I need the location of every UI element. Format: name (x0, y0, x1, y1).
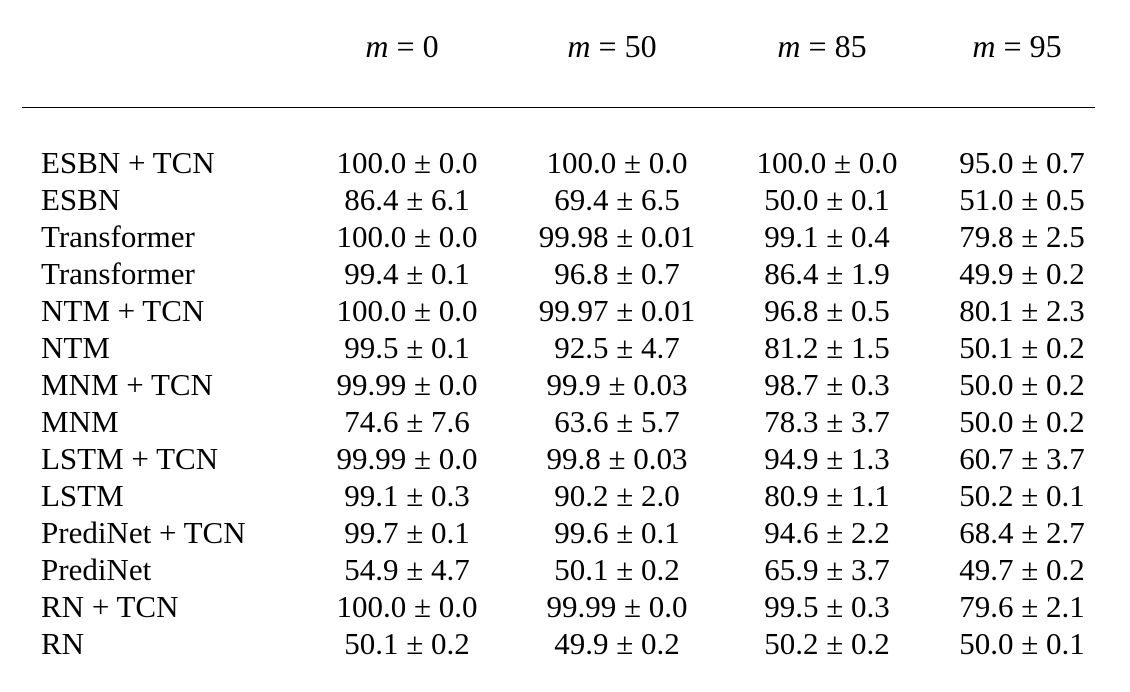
value-cell: 51.0 ± 0.5 (959, 182, 1085, 217)
value-cell: 50.1 ± 0.2 (344, 626, 470, 661)
value-cell: 60.7 ± 3.7 (959, 441, 1085, 476)
value-cell: 94.6 ± 2.2 (764, 515, 890, 550)
value-cell: 63.6 ± 5.7 (554, 404, 680, 439)
value-cell: 79.8 ± 2.5 (959, 219, 1085, 254)
value-cell: 50.0 ± 0.1 (764, 182, 890, 217)
header-var: m (777, 28, 801, 64)
value-cell: 90.2 ± 2.0 (554, 478, 680, 513)
header-m-0 (302, 28, 502, 65)
value-cell: 99.4 ± 0.1 (344, 256, 470, 291)
table-row (22, 440, 1095, 477)
value-cell: 50.0 ± 0.1 (959, 626, 1085, 661)
table-row (22, 255, 1095, 292)
model-name: LSTM + TCN (41, 441, 219, 476)
model-name: LSTM (41, 478, 124, 513)
table-row (22, 403, 1095, 440)
model-name: ESBN + TCN (41, 145, 215, 180)
value-cell: 95.0 ± 0.7 (959, 145, 1085, 180)
value-cell: 54.9 ± 4.7 (344, 552, 470, 587)
value-cell: 99.98 ± 0.01 (538, 219, 696, 254)
value-cell: 50.2 ± 0.1 (959, 478, 1085, 513)
table-row (22, 181, 1095, 218)
value-cell: 50.0 ± 0.2 (959, 404, 1085, 439)
table-header-row (22, 28, 1095, 78)
value-cell: 49.9 ± 0.2 (554, 626, 680, 661)
value-cell: 50.0 ± 0.2 (959, 367, 1085, 402)
table-row (22, 551, 1095, 588)
value-cell: 80.9 ± 1.1 (764, 478, 890, 513)
value-cell: 100.0 ± 0.0 (336, 293, 478, 328)
model-name: MNM (41, 404, 119, 439)
header-var: m (567, 28, 591, 64)
model-name: RN + TCN (41, 589, 179, 624)
value-cell: 96.8 ± 0.5 (764, 293, 890, 328)
value-cell: 99.7 ± 0.1 (344, 515, 470, 550)
model-name: ESBN (41, 182, 121, 217)
value-cell: 99.99 ± 0.0 (546, 589, 688, 624)
header-rel: = 85 (808, 28, 867, 64)
value-cell: 49.7 ± 0.2 (959, 552, 1085, 587)
header-rel: = 95 (1003, 28, 1062, 64)
header-var: m (972, 28, 996, 64)
value-cell: 100.0 ± 0.0 (336, 589, 478, 624)
value-cell: 99.9 ± 0.03 (546, 367, 688, 402)
header-m-95 (917, 28, 1117, 65)
table-row (22, 514, 1095, 551)
results-table (22, 0, 1095, 692)
value-cell: 98.7 ± 0.3 (764, 367, 890, 402)
table-body (22, 144, 1095, 662)
table-row (22, 588, 1095, 625)
value-cell: 100.0 ± 0.0 (336, 219, 478, 254)
header-m-85 (722, 28, 922, 65)
value-cell: 99.5 ± 0.1 (344, 330, 470, 365)
table-row (22, 144, 1095, 181)
model-name: RN (41, 626, 85, 661)
value-cell: 99.99 ± 0.0 (336, 367, 478, 402)
table-row (22, 477, 1095, 514)
header-rule (22, 107, 1095, 108)
value-cell: 100.0 ± 0.0 (546, 145, 688, 180)
model-name: MNM + TCN (41, 367, 213, 402)
value-cell: 99.6 ± 0.1 (554, 515, 680, 550)
value-cell: 49.9 ± 0.2 (959, 256, 1085, 291)
value-cell: 86.4 ± 1.9 (764, 256, 890, 291)
value-cell: 50.2 ± 0.2 (764, 626, 890, 661)
value-cell: 81.2 ± 1.5 (764, 330, 890, 365)
model-name: PrediNet (41, 552, 152, 587)
header-m-50 (512, 28, 712, 65)
value-cell: 79.6 ± 2.1 (959, 589, 1085, 624)
value-cell: 99.99 ± 0.0 (336, 441, 478, 476)
value-cell: 99.8 ± 0.03 (546, 441, 688, 476)
model-name: PrediNet + TCN (41, 515, 246, 550)
model-name: Transformer (41, 256, 195, 291)
value-cell: 92.5 ± 4.7 (554, 330, 680, 365)
value-cell: 100.0 ± 0.0 (756, 145, 898, 180)
value-cell: 94.9 ± 1.3 (764, 441, 890, 476)
model-name: Transformer (41, 219, 195, 254)
value-cell: 99.1 ± 0.3 (344, 478, 470, 513)
value-cell: 80.1 ± 2.3 (959, 293, 1085, 328)
value-cell: 86.4 ± 6.1 (344, 182, 470, 217)
value-cell: 50.1 ± 0.2 (554, 552, 680, 587)
header-var: m (365, 28, 389, 64)
header-rel: = 50 (598, 28, 657, 64)
value-cell: 96.8 ± 0.7 (554, 256, 680, 291)
value-cell: 100.0 ± 0.0 (336, 145, 478, 180)
value-cell: 68.4 ± 2.7 (959, 515, 1085, 550)
model-name: NTM (41, 330, 110, 365)
table-row (22, 625, 1095, 662)
value-cell: 78.3 ± 3.7 (764, 404, 890, 439)
value-cell: 99.97 ± 0.01 (538, 293, 696, 328)
header-rel: = 0 (396, 28, 439, 64)
table-row (22, 329, 1095, 366)
value-cell: 50.1 ± 0.2 (959, 330, 1085, 365)
model-name: NTM + TCN (41, 293, 205, 328)
table-row (22, 366, 1095, 403)
table-row (22, 292, 1095, 329)
value-cell: 74.6 ± 7.6 (344, 404, 470, 439)
value-cell: 99.5 ± 0.3 (764, 589, 890, 624)
value-cell: 69.4 ± 6.5 (554, 182, 680, 217)
value-cell: 99.1 ± 0.4 (764, 219, 890, 254)
table-row (22, 218, 1095, 255)
value-cell: 65.9 ± 3.7 (764, 552, 890, 587)
